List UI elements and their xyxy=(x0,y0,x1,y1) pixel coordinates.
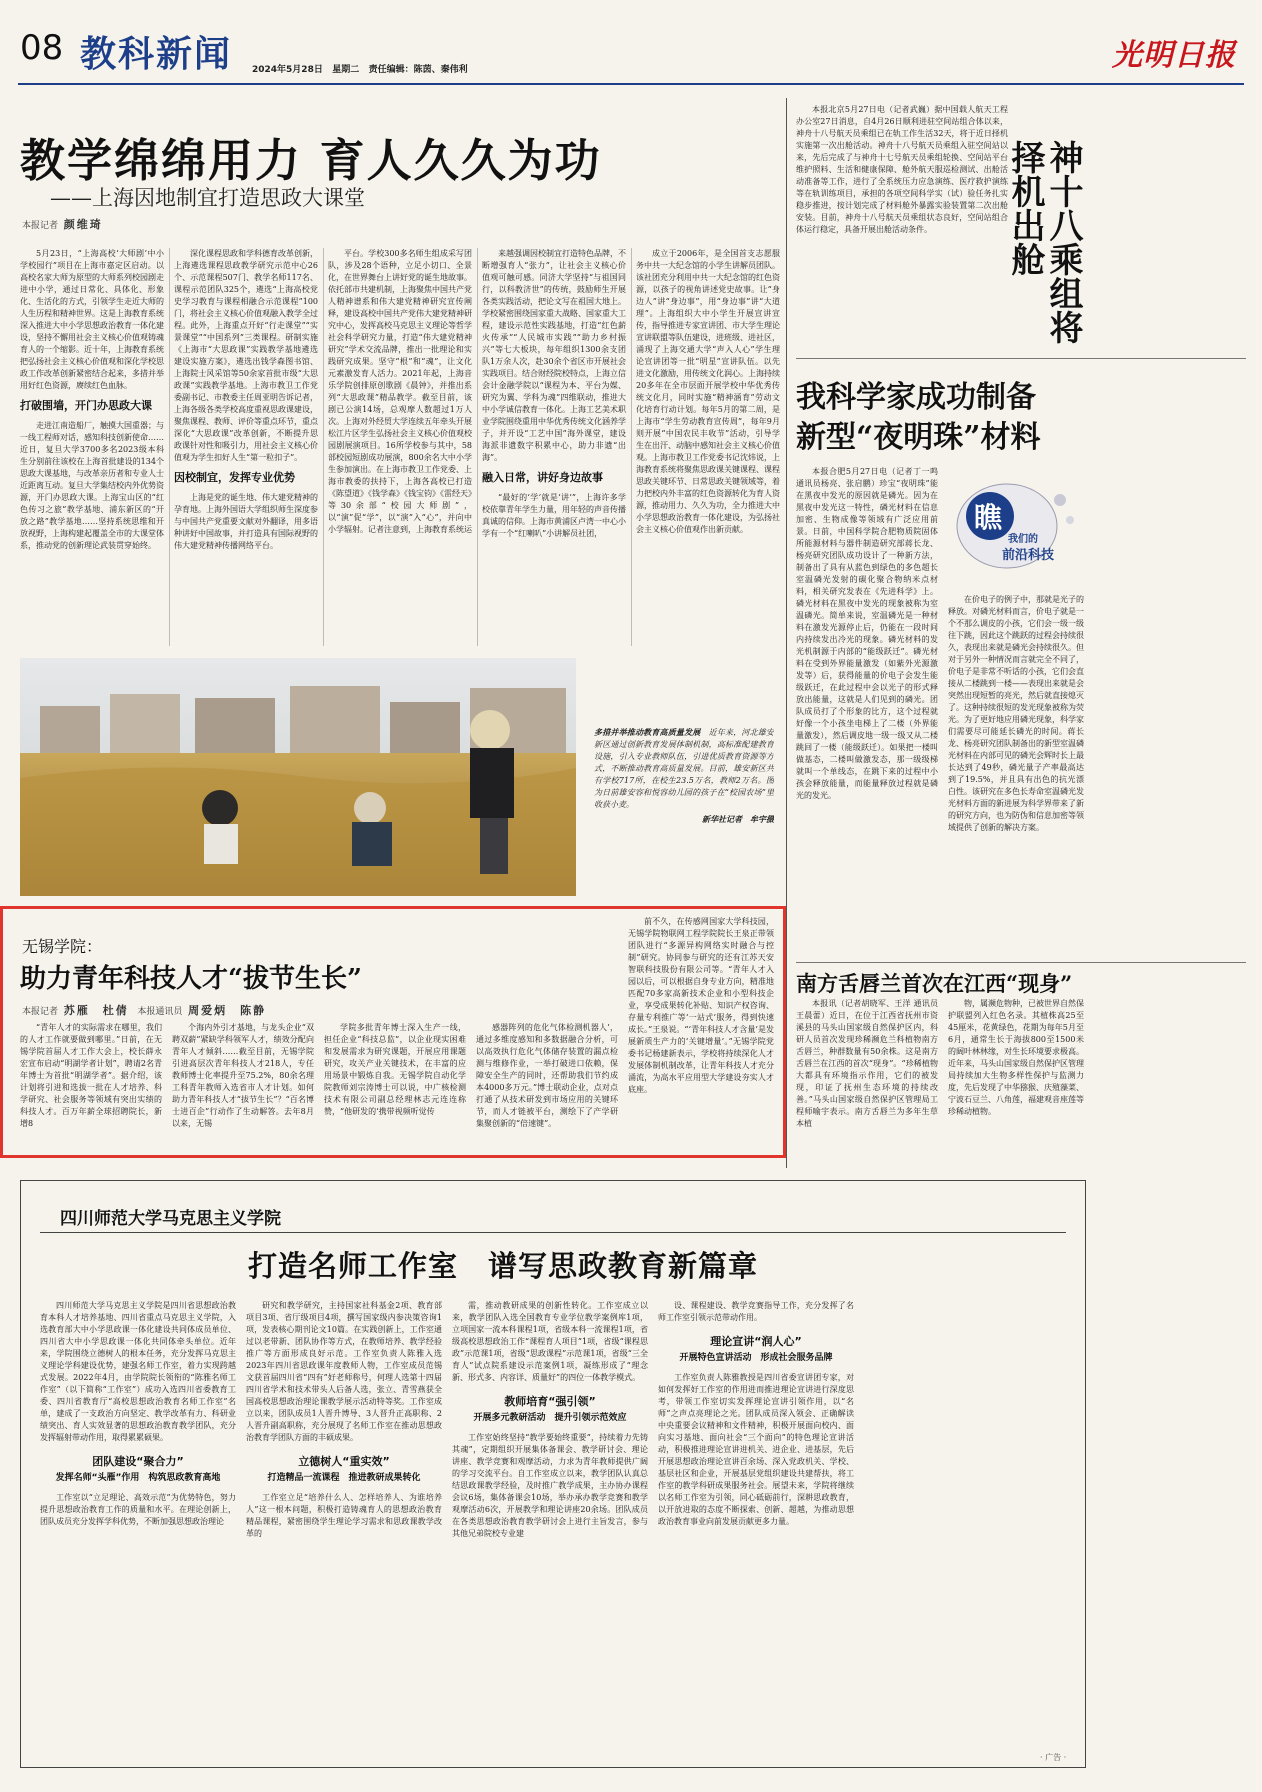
lead-column-2 xyxy=(174,248,318,646)
lead-column-5 xyxy=(636,248,780,646)
paragraph: 前不久，在传感网国家大学科技园，无锡学院物联网工程学院院长王泉正带领团队进行“多源异构网络实时融合与控制”研究。协同参与研究的还有江苏天安智联科技股份有限公司等。“青年人才入园以后，可以根据自身专业方向，精准地匹配70多家高新技术企业和小型科技企业，享受成果转化补贴、知识产权咨询、存量专利推广等‘一站式’服务，得到快速成长。”王泉说。“‘青年科技人才含量’是发展新质生产力的‘关键增量’。”无锡学院党委书记杨建新表示，学校将持续深化人才发展体制机制改革，让青年科技人才充分涌流，为高水平应用型大学建设夯实人才底座。 xyxy=(628,917,774,1094)
ad-subheading-2: 立德树人“重实效” xyxy=(298,1455,390,1468)
weekday: 星期二 xyxy=(332,65,360,75)
byline-label: 本报记者 xyxy=(22,1007,59,1017)
caption-paragraph xyxy=(594,726,774,811)
ad-subheading-4-detail: 开展特色宣讲活动 形成社会服务品牌 xyxy=(679,1353,833,1363)
issue-date xyxy=(252,62,468,75)
ad-subheading-1-detail: 发挥名师“头雁”作用 构筑思政教育高地 xyxy=(55,1473,221,1483)
paragraph: “最好的‘学’就是‘讲’”，上海许多学校依靠青年学生力量，用年轻的声音传播真诚的信仰。上海市黄浦区卢湾一中心小学有一个“红喇叭”小讲解员社团， xyxy=(482,493,626,538)
photo-caption xyxy=(594,726,774,888)
frontier-tech-badge xyxy=(952,476,1078,580)
badge-text-2: 前沿科技 xyxy=(1002,548,1055,563)
section-title: 教科新闻 xyxy=(80,33,233,75)
ad-subheading-2-detail: 打造精品一流课程 推进教研成果转化 xyxy=(267,1473,421,1483)
rule xyxy=(40,1232,1066,1233)
ad-column-3 xyxy=(452,1300,648,1756)
shenzhou-article xyxy=(796,104,1008,352)
paragraph: 工作室以“立足理论、高效示范”为优势特色，努力提升思想政治教育工作的质量和水平。在理论创新上，团队成员充分发挥学科优势，不断加强思想政治理论 xyxy=(40,1493,236,1526)
masthead-logo: 光明日报 xyxy=(1112,38,1236,73)
ad-column-2 xyxy=(246,1300,442,1756)
paragraph: 需，推动教研成果的创新性转化。工作室成立以来，教学团队入选全国教育专业学位教学案例库1项，立项国家一流本科课程1项，省级本科一流课程1项，省级高校思想政治工作“课程育人项目”1项，省级“课程思政”示范课1项，省级“思政课程”示范课1项，省级“三全育人”试点院系建设示范案例1项，凝练形成了“理念新、形式多、内容详、质量好”的四位一体教学模式。 xyxy=(452,1301,648,1382)
glow-headline-line2: 新型“夜明珠”材料 xyxy=(796,420,1041,455)
badge-text-1: 我们的 xyxy=(1008,534,1038,545)
lead-headline: 教学绵绵用力 育人久久为功 xyxy=(20,134,602,187)
paragraph: 在价电子的例子中，那就是光子的释放。对磷光材料而言，价电子就是一个不那么调皮的小孩，它们会一级一级往下跳，因此这个跳跃的过程会持续很久，表现出来就是磷光会持续很久。但对于另外一种情况而言就完全不同了，价电子是非常不听话的小孩，它们会直接从二楼跳到一楼——表现出来就是会突然出现短暂的亮光，然后就直接熄灭了。这种持续很短的发光现象被称为荧光。为了更好地应用磷光现象，科学家们需要尽可能延长磷光的时间。蒋长龙、杨亮研究团队制备出的新型室温磷光材料在内部可见的磷光会辉时长上最长达到了49秒，磷光量子产率最高达到了19.5%，并且具有出色的抗光漂白性。该研究在多色长寿命室温磷光发光材料方面的新进展为科学界带来了新的研究方向，也为防伪和信息加密等领域提供了创新的解决方案。 xyxy=(948,595,1084,832)
ad-organization: 四川师范大学马克思主义学院 xyxy=(60,1209,281,1229)
rule xyxy=(796,962,1246,963)
ad-headline: 打造名师工作室 谱写思政教育新篇章 xyxy=(248,1249,759,1283)
glow-headline-line1: 我科学家成功制备 xyxy=(796,380,1036,415)
badge-char: 瞧 xyxy=(974,501,1003,534)
ad-subheading-1: 团队建设“聚合力” xyxy=(92,1455,184,1468)
byline-name: 颜维琦 xyxy=(63,218,103,231)
paragraph: 设、课程建设、教学竞赛指导工作，充分发挥了名师工作室引领示范带动作用。 xyxy=(658,1301,854,1322)
lead-subheading-1: 打破围墙，开门办思政大课 xyxy=(20,399,152,412)
news-photo xyxy=(20,658,576,896)
paragraph: 平台。学校300多名师生组成采写团队，涉及28个语种，立足小切口、全景化，在世界舞台上讲好党的诞生地故事。依托部市共建机制，上海聚焦中国共产党人精神谱系和伟大建党精神研究宣传阐释，建设高校中国共产党伟大建党精神研究中心，发挥高校马克思主义理论等哲学社会科学研究力量，打造“伟大建党精神研究”学术交流品牌，推出一批理论和实践研究成果。坚守“根”和“魂”，让文化元素激发育人活力。2021年起，上海音乐学院创排原创歌剧《晨钟》，并推出系列“大思政课”精品教学。截至目前，该剧已公演14场，总观摩人数超过1万人次。上海对外经贸大学连续五年牵头开展松江片区学生弘扬社会主义核心价值观校园剧展演项目。16所学校参与其中，58部校园短剧成功展演，800余名大中小学生参加演出。在上海市教卫工作党委、上海市教委的扶持下，上海各高校已打造《陈望道》《钱学森》《钱宝钧》《雷经天》等30余部“校园大师剧”，以“演”促“学”，以“演”入“心”，并向中小学辐射。记者注意到，上海教育系统运 xyxy=(328,249,472,534)
paragraph: “青年人才的实际需求在哪里，我们的人才工作就要做到哪里。”日前，在无锡学院首届人才工作大会上，校长薛永宏宣布启动“明湖学者计划”，聘请2名青年博士为首批“明湖学者”。据介绍，该计划将引进和选拔一批在人才培养、科学研究、社会服务等领域有突出实绩的科技人才。百万年薪全球招聘院长，新增8 xyxy=(20,1023,162,1128)
lead-column-3 xyxy=(328,248,472,646)
byline-name: 周爱炳 陈静 xyxy=(188,1004,267,1017)
lead-column-1 xyxy=(20,248,164,646)
column-divider xyxy=(477,248,478,646)
byline-label: 本报通讯员 xyxy=(137,1007,183,1017)
caption-credit: 新华社记者 牟宇摄 xyxy=(702,814,774,824)
column-divider xyxy=(169,248,170,646)
wuxi-headline: 助力青年科技人才“拔节生长” xyxy=(20,964,362,994)
paragraph: 工作室立足“培养什么人、怎样培养人、为谁培养人”这一根本问题，积极打造铸魂育人的思想政治教育精品课程，紧密围绕学生理论学习需求和思政课教学改革的 xyxy=(246,1493,442,1538)
paragraph: 四川师范大学马克思主义学院是四川省思想政治教育本科人才培养基地、四川省重点马克思主义学院，入选教育部大中小学思政课一体化建设共同体成员单位、四川省大中小学思政课一体化共同体牵头单位。近年来，学院围绕立德树人的根本任务，充分发挥马克思主义理论学科建设优势，建强名师工作室，着力实现跨越式发展。2022年4月，由学院院长领衔的“陈雅名师工作室”（以下简称“工作室”）成功入选四川省委教育工委、四川省教育厅“高校思想政治教育名师工作室”名单，建成了一支政治方向坚定、教学改革有力、科研业绩突出、育人实效显著的思想政治教育教学团队，充分发挥辐射带动作用，取得累累硕果。 xyxy=(40,1301,236,1442)
paragraph: 物，属濒危物种，已被世界自然保护联盟列入红色名录。其植株高25至45厘米，花黄绿色，花期为每年5月至6月，通常生长于海拔800至1500米的阔叶林林缘，对生长环境要求极高。近年来，马头山国家级自然保护区管理局持续加大生物多样性保护与监测力度，先后发现了中华猕猴、庆殖藻菜、宁波石豆兰、八角莲，福建观音座莲等珍稀动植物。 xyxy=(948,999,1084,1116)
glow-column-1 xyxy=(796,466,938,966)
caption-text: 近年来，河北雄安新区通过创新教育发展体制机制，高标准配建教育设施，引入专业教师队伍，引进优质教育资源等方式，不断推动教育高质量发展。目前，雄安新区共有学校717所，在校生23.5万名，教师2万名。图为日前雄安容和悦容幼儿园的孩子在“校园农场”里收获小麦。 xyxy=(594,728,774,809)
section-divider xyxy=(786,98,787,1168)
orchid-column-1 xyxy=(796,998,938,1160)
wuxi-column-4 xyxy=(476,1022,618,1150)
ad-subheading-3-detail: 开展多元教研活动 提升引领示范效应 xyxy=(473,1413,627,1423)
paragraph: 工作室负责人陈雅教授是四川省委宣讲团专家，对如何发挥好工作室的作用进而推进理论宣讲进行深度思考，带领工作室切实发挥理论宣讲引领作用，以“名师”之声点亮理论之光。团队成员深入领会、正确解读中央重要会议精神和文件精神，积极开展面向校内、面向实习基地、面向社会“三个面向”的特色理论宣讲活动，积极推进理论宣讲进机关、进企业、进基层，先后开展思想政治理论宣讲百余场、深入党政机关、学校、基层社区和企业，开展基层党组织建设共建帮扶，将工作室的教学科研成果服务社会。展望未来，学院将继续以名师工作室为引领，同心砥砺前行，深耕思政教育，以开放进取的态度不断探索、创新、超越，为推动思想政治教育事业向前发展贡献更多力量。 xyxy=(658,1373,854,1526)
paragraph: 深化课程思政和学科德育改革创新，上海遴选课程思政教学研究示范中心26个、示范课程507门、教学名师117名、课程示范团队325个，遴选“上海高校党史学习教育与课程相融合示范课程”100门，将社会主义核心价值观融入教学全过程。此外，上海重点开好“行走课堂”“实景课堂”“中国系列”三类课程。研制实施《上海市“大思政课”实践教学基地遴选建设实施方案》，遴选出钱学森图书馆、上海院士风采馆等50余家首批市级“大思政课”实践教学基地。上海市教卫工作党委副书记、市教委主任周亚明告诉记者，上海各级各类学校高度重视思政课建设，聚焦课程、教师、评价等重点环节，重点深化“大思政课”改革创新，不断提升思政课针对性和吸引力，用社会主义核心价值观为学生扣好人生“第一粒扣子”。 xyxy=(174,249,318,462)
paragraph: 上海是党的诞生地、伟大建党精神的孕育地。上海外国语大学组织师生深度参与中国共产党重要文献对外翻译，用多语种讲好中国故事，并打造具有国际视野的伟大建党精神传播网络平台。 xyxy=(174,493,318,550)
date: 2024年5月28日 xyxy=(252,65,323,75)
badge-bubble-icon xyxy=(952,476,1078,580)
lead-byline xyxy=(22,216,103,232)
wuxi-kicker: 无锡学院： xyxy=(22,937,103,956)
paragraph: 工作室始终坚持“教学要始终重要”，持续着力先铸其魂”，定期组织开展集体备课会、教学研讨会、理论讲座、教学竞赛和观摩活动，力求为青年教师提供广阔的学习交流平台。自工作室成立以来，教学团队认真总结思政课教学经验，及时推广教学成果，主办协办课程会议6场，集体备课会10场，举办承办教学竞赛和教学观摩活动6次，开展教学和理论讲座20余场。团队成员在各类思想政治教育教学研讨会上进行主旨发言，参与其他兄弟院校专业建 xyxy=(452,1433,648,1538)
paragraph: 本报讯（记者胡晓军、王洋 通讯员王晨蕾）近日，在位于江西省抚州市资溪县的马头山国家级自然保护区内，科研人员首次发现珍稀濒危兰科植物南方舌唇兰，种群数量有50余株。这是南方舌唇兰在江西的首次“现身”。“珍稀植物大都具有环境指示作用，它们的被发现，印证了抚州生态环境的持续改善。”马头山国家级自然保护区管理局工程师喻宇表示。南方舌唇兰为多年生草本植 xyxy=(796,999,938,1128)
lead-column-4 xyxy=(482,248,626,646)
ad-column-1 xyxy=(40,1300,236,1756)
editors: 责任编辑：陈茵、秦伟利 xyxy=(368,65,468,75)
glow-column-2 xyxy=(948,594,1084,966)
wuxi-column-5 xyxy=(628,916,774,1150)
ad-footer-mark: · 广告 · xyxy=(1040,1753,1067,1762)
wheat-field-photo-icon xyxy=(20,658,576,896)
paragraph: 感器阵列的危化气体检测机器人’，通过多维度感知和多数据融合分析，可以高效执行危化气体储存装置的漏点检测与维修作业，一举打破进口依赖，保障安全生产的同时，还帮助我们节约成本4000多万元。”博士联动企业，点对点打通了从技术研发到市场应用的关键环节，而人才链被平台，测绘下了产学研集聚创新的“倍速键”。 xyxy=(476,1023,618,1128)
byline-label: 本报记者 xyxy=(22,221,59,231)
lead-subtitle: ——上海因地制宜打造思政大课堂 xyxy=(50,186,365,210)
ad-subheading-4: 理论宣讲“润人心” xyxy=(710,1335,802,1348)
ad-subheading-3: 教师培育“强引领” xyxy=(504,1395,596,1408)
paragraph: 个海内外引才基地，与龙头企业“双聘双薪”紧缺学科领军人才，绩效分配向青年人才倾斜……截至目前，无锡学院引进高层次青年科技人才218人，专任教师博士化率提升至75.2%，80余名理工科青年教师入选省市人才计划。如何助力青年科技人才“拔节生长”？“百名博士进百企”行动作了生动解答。去年8月以来，无锡 xyxy=(172,1023,314,1128)
lead-subheading-2: 因校制宜，发挥专业优势 xyxy=(174,471,295,484)
orchid-column-2 xyxy=(948,998,1084,1160)
paragraph: 5月23日，“上海高校‘大师剧’中小学校园行”项目在上海市嘉定区启动。以高校名家大师为原型的大师系列校园剧走进中小学，通过日常化、具体化、形象化、生活化的方式，引领学生走近大师的人生历程和精神世界。这是上海教育系统深入推进大中小学思想政治教育一体化建设，坚持不懈用社会主义核心价值观铸魂育人的一个缩影。近十年，上海教育系统把弘扬社会主义核心价值观和深化学校思政工作改革创新紧密结合起来，多措并举用好红色资源，赓续红色血脉。 xyxy=(20,249,164,390)
byline-name: 苏雁 杜倩 xyxy=(63,1004,129,1017)
page-number: 08 xyxy=(20,28,64,68)
header-rule xyxy=(18,83,1244,85)
caption-title: 多措并举推动教育高质量发展 xyxy=(594,727,701,737)
wuxi-column-3 xyxy=(324,1022,466,1150)
wuxi-column-1 xyxy=(20,1022,162,1150)
column-divider xyxy=(631,248,632,646)
lead-subheading-3: 融入日常，讲好身边故事 xyxy=(482,471,603,484)
paragraph: 来越强调因校制宜打造特色品牌，不断增强育人“张力”，让社会主义核心价值观可触可感。同济大学坚持“与祖国同行，以科教济世”的传统，鼓励师生开展各类实践活动，把论文写在祖国大地上。学校紧密围绕国家重大战略、国家重大工程，建设示范性实践基地，打造“红色薪火传承”“人民城市实践”“助力乡村振兴”等七大板块，每年组织1300余支团队1万余人次，赴30余个省区市开展社会实践项目。结合财经院校特点，上海立信会计金融学院以“课程为本、平台为媒、研究为翼、学科为魂”四维联动，推进大中小学诚信教育一体化。上海工艺美术职业学院围绕重用中华优秀传统文化涵养学子，并开设“工艺中国”海外课堂，建设海派非遗数字积累中心，助力非遗“出海”。 xyxy=(482,249,626,462)
paragraph: 学院多批青年博士深入生产一线，担任企业“科技总监”，以企业现实困难和发展需求为研究课题，开展应用课题研究，攻关产业关键技术，在丰富的应用场景中锻炼自我。无锡学院自动化学院教师刘宗涛博士可以说，中广核检测技术有限公司副总经理林志元连连称赞，“他研发的‘携带视频听觉传 xyxy=(324,1023,466,1116)
column-divider xyxy=(323,248,324,646)
paragraph: 本报北京5月27日电（记者武巍）据中国载人航天工程办公室27日消息，自4月26日顺利进驻空间站组合体以来，神舟十八号航天员乘组已在轨工作生活32天，将于近日择机实施第一次出舱活动。神舟十八号航天员乘组入驻空间站以来，先后完成了与神舟十七号航天员乘组轮换、空间站平台维护照料、生活和健康保障、舱外航天服巡检测试、出舱活动准备等工作，进行了全系统压力应急演练、医疗救护演练等在轨训练项目，承担的各项空间科学实（试）验任务扎实稳步推进，按计划完成了材料舱外暴露实验装置第二次出舱安装。目前，神舟十八号航天员乘组状态良好，空间站组合体运行稳定，具备开展出舱活动条件。 xyxy=(796,105,1008,234)
shenzhou-headline: 神十八乘组将择机出舱 xyxy=(1005,140,1083,344)
paragraph: 走进江南造船厂，触摸大国重器；与一线工程师对话，感知科技创新使命……近日，复旦大学3700多名2023级本科生分别前往该校在上海首批建设的134个思政大课基地，与改革亲历者和专业人士近距离互动。复旦大学集结校内外优势资源，开门办思政大课。上海宝山区的“红色传习之旅”教学基地、浦东新区的“开放之路”教学基地……坚持系统思维和开放视野，上海构建起覆盖全市的大课堂体系，推动党的创新理论武装贯穿始终。 xyxy=(20,421,164,550)
rule xyxy=(796,358,1246,359)
wuxi-column-2 xyxy=(172,1022,314,1150)
paragraph: 本报合肥5月27日电（记者丁一鸣 通讯员杨亮、张启鹏）珍宝“夜明珠”能在黑夜中发光的原因就是磷光。因为在黑夜中发光这一特性，磷光材料在信息加密、生物成像等领域有广泛应用前景。日前，中国科学院合肥物质院固体所能源材料与器件制造研究部蒋长龙、杨亮研究团队成功设计了一种新方法，制备出了具有从蓝色到绿色的多色超长室温磷光发射的碳化聚合物纳米点材料，相关研究发表在《先进科学》上。磷光材料在黑夜中发光的现象被称为室温磷光。简单来说，室温磷光是一种材料在激发光源停止后，仍能在一段时间内持续发出冷光的现象。磷光材料的发光机制源于内部的“能级跃迁”。磷光材料在受到外界能量激发（如紫外光源激发等）后，获得能量的价电子会发生能级跃迁，在此过程中会以光子的形式释放出能量，这就是人们见到的磷光。团队成员打了个形象的比方，这个过程就好像一个小孩坐电梯上了二楼（外界能量激发），然后调皮地一级一级又从二楼跳回了一楼（能级跃迁）。如果把一楼叫做基态，二楼叫做激发态，那一级级梯就叫一个单线态，在跳下来的过程中小孩会释放能量，而能量释放过程就是磷光的发光。 xyxy=(796,467,938,800)
paragraph: 成立于2006年，是全国首支志愿服务中共一大纪念馆的小学生讲解员团队。该社团充分利用中共一大纪念馆的红色资源，以孩子的视角讲述党史故事。让“身边人”讲“身边事”，用“身边事”讲“大道理”。上海组织大中小学生开展宣讲宣传，指导推进专家宣讲团、市大学生理论宣讲联盟等队伍建设，进班级、进社区，涌现了上海交通大学“声入人心”学生理论宣讲团等一批“明星”宣讲队伍。以先进文化激励，用传统文化润心。上海持续20多年在全市层面开展学校中华优秀传统文化月，同时实施“精神涵育”劳动文化培育行动计划。每年5月的第二周，是上海市“学生劳动教育宣传周”，每年9月则开展“中国农民丰收节”活动，引导学生在出汗、动脑中感知社会主义核心价值观。上海市教卫工作党委书记沈炜说，上海教育系统将聚焦思政课关键课程、课程思政关键环节、日常思政关键领域等，着力把校内外丰富的红色资源转化为育人资源，推动用力、久久为功，全力推进大中小学思想政治教育一体化建设，为弘扬社会主义核心价值观作出新贡献。 xyxy=(636,249,780,534)
paragraph: 研究和教学研究，主持国家社科基金2项、教育部项目3项、省厅级项目4项，撰写国家级内参决策咨询1项，发表核心期刊论文10篇。在实践创新上，工作室通过以老带新、团队协作等方式，在教师培养、教学经验推广等方面形成良好示范。工作室负责人陈雅入选2023年四川省思政课年度教师人物，工作室成员范锡文获首届四川省“四有”好老师称号，何理人选第十四届四川省学术和技术带头人后备人选，张立、青雪燕获全国高校思想政治理论课教学展示活动特等奖。工作室成立以来，团队成员1人晋升博导、3人晋升正高职称、2人晋升副高职称，充分展现了名师工作室在推动思想政治教育学团队方面的丰硕成果。 xyxy=(246,1301,442,1442)
wuxi-byline xyxy=(22,1002,266,1018)
ad-column-4 xyxy=(658,1300,854,1756)
orchid-headline: 南方舌唇兰首次在江西“现身” xyxy=(796,971,1073,996)
